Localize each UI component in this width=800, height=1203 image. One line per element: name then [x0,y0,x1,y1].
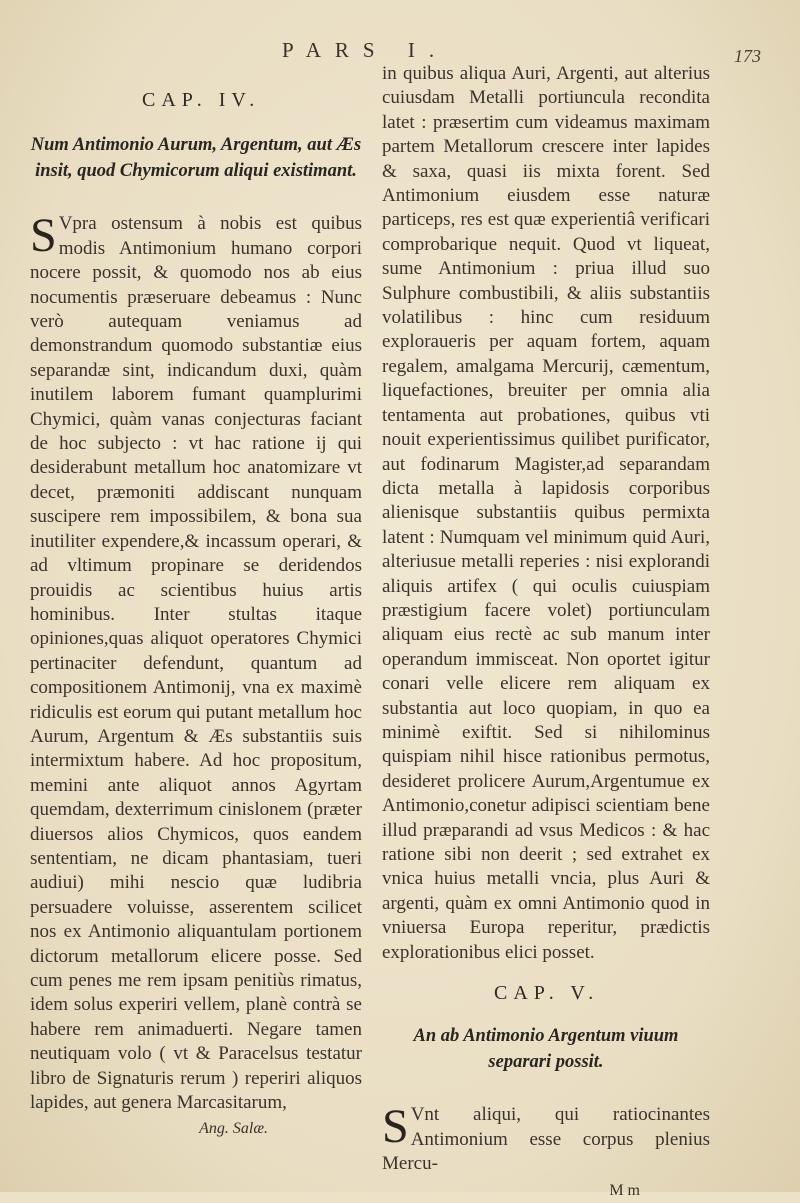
paragraph-text: Vnt aliqui, qui ratiocinantes Antimonium esse corpus plenius Mercu- [382,1104,710,1175]
left-column [30,82,362,1142]
chapter-iv-text [30,209,362,1115]
chapter-title-v: An ab Antimonio Argentum viuum separari possit. [413,1026,679,1073]
chapter-heading-v: CAP. V. [494,982,600,1005]
paragraph-text: Vpra ostensum à nobis est quibus modis Antimonium humano corpori nocere possit, & quomodo nos ab eius nocumentis præseruare debeamus : Nunc verò autequam veniamus ad demonstrandum quomodo substantiæ eius separandæ sint, indicandum duxi, quàm inutilem laborem fumant quamplurimi Chymici, quàm vanas conjecturas faciant de hoc subjecto : vt hac ratione ij qui desiderabunt metallum hoc anatomizare vt decet, præmoniti addiscant nunquam suscipere rem impossibilem, & bona sua inutiliter expendere,& incassum operari, & ad vltimum propinare se deridendos prouidis ac scientibus huius artis hominibus. Inter stultas itaque opiniones,quas aliquot operatores Chymici pertinaciter defendunt, quantum ad compositionem Antimonij, vna ex maximè ridiculis est eorum qui putant metallum hoc Aurum, Argentum & Æs substantiis suis intermixtum habere. Ad hoc propositum, memini ante aliquot annos Agyrtam quemdam, dexterrimum cinislonem (præter diuersos alios Chymicos, quos eandem sententiam, ne dicam phantasiam, tueri audiui) mihi nescio quæ ludibria persuadere voluisse, asserentem scilicet nos ex Antimonio aliquantulam portionem dictorum metallorum elicere posse. Sed cum penes me rem ipsam penitiùs rimatus, idem solus experiri vellem, planè contrà se habere rem animaduerti. Negare tamen neutiquam volo ( vt & Paracelsus testatur libro de Signaturis rerum ) reperiri aliquos lapides, aut genera Marcasitarum, [30,213,362,1114]
drop-cap: S [30,209,57,263]
catchword: Ang. Salæ. [199,1120,268,1138]
chapter-v-text [382,1100,710,1176]
chapter-heading-iv: CAP. IV. [142,89,261,111]
chapter-title-iv: Num Antimonio Aurum, Argentum, aut Æs insit, quod Chymicorum aliqui existimant. [30,135,362,182]
page-number: 173 [734,46,761,66]
signature-mark: M m [609,1181,640,1199]
running-head: PARS I. [282,38,449,62]
drop-cap: S [382,1100,409,1154]
right-column [382,62,710,1203]
chapter-iv-continued-text: in quibus aliqua Auri, Argenti, aut alterius cuiusdam Metalli portiuncula recondita latet : præsertim cum videamus maximam partem Metallorum crescere inter lapides & saxa, quasi iis mixta forent. Sed Antimonium eiusdem esse naturæ particeps, res est quæ experientiâ verificari comprobarique nequit. Quod vt liqueat, sume Antimonium : priua illud suo Sulphure combustibili, & aliis substantiis volatilibus : hinc cum residuum exploraueris per aquam fortem, aquam regalem, amalgama Mercurij, cæmentum, liquefactiones, breuiter per omnia alia tentamenta aut probationes, quibus vti nouit experientissimus quilibet purificator, aut fodinarum Magister,ad separandam dicta metalla à lapidosis corporibus alienisque substantiis quibus permixta latent : Numquam vel minimum quid Auri, alteriusue metalli reperies : nisi explorandi aliquis artifex ( qui oculis cuiuspiam præstigium facere volet) portiunculam aliquam eius rectè ac sub manum inter operandum immisceat. Non oportet igitur conari velle elicere rem aliquam ex substantia aut loco quopiam, in quo ea minimè exiftit. Sed si nihilominus quispiam nihil hisce rationibus permotus, desideret prolicere Aurum,Argentumue ex Antimonio,conetur adipisci scientiam bene illud præparandi ad vsus Medicos : & hac ratione sibi non deerit ; sed extrahet ex vnica huius metalli vncia, plus Auri & argenti, quàm ex omni Antimonio quod in vniuersa Europa reperitur, prædictis explorationibus elici posset. [382,63,710,963]
